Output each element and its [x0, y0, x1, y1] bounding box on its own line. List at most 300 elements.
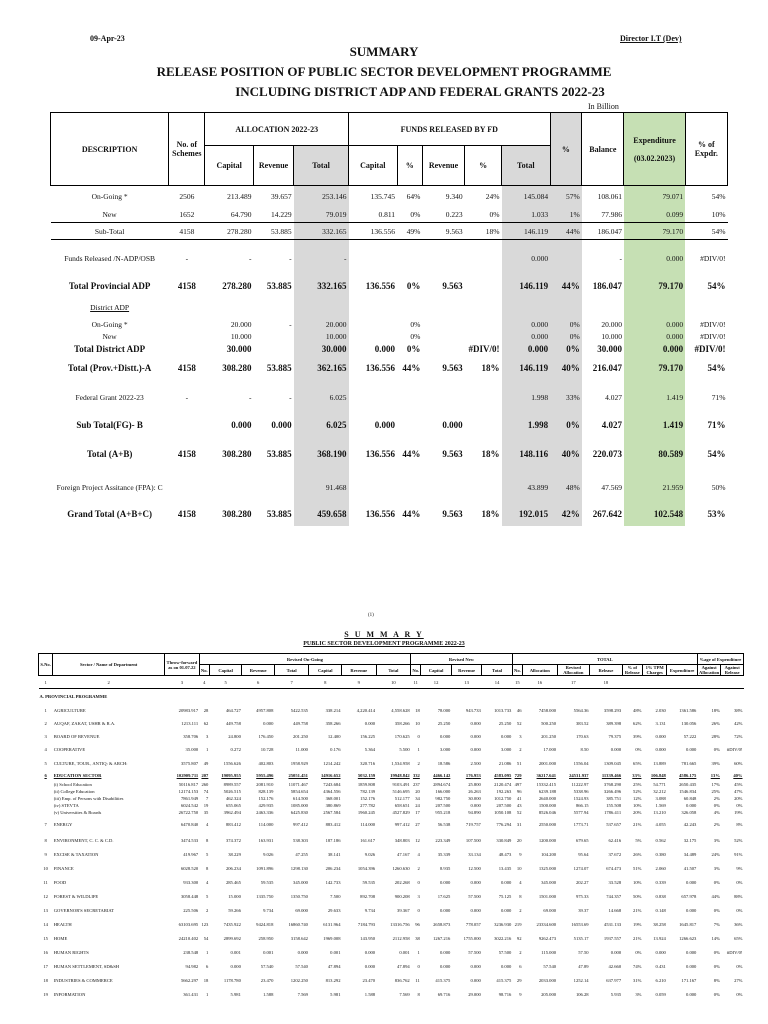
cell-value: 278.280 [205, 223, 254, 240]
cell-value: 9.563 [442, 281, 463, 291]
summary-row [51, 342, 728, 356]
cell-value: 679.65 [575, 837, 589, 843]
cell-value: 674.473 [606, 865, 622, 871]
cell-value: 0% [713, 949, 720, 955]
cell-value: 6 [44, 773, 47, 778]
cell-value [205, 296, 254, 318]
cell-value: 59.535 [260, 879, 274, 885]
cell-value: 0% [397, 206, 422, 223]
cell-value: 0% [465, 206, 502, 223]
cell-value: 828.139 [258, 789, 274, 794]
cell-value: 41.507 [683, 865, 697, 871]
cell-value: 7184.793 [357, 921, 376, 927]
cell-value: 213.489 [227, 191, 252, 201]
cell-value: 60% [734, 760, 743, 766]
cell-value: 3.131 [655, 721, 666, 726]
cell-value: 21% [633, 907, 642, 913]
cell-value: 60.848 [683, 796, 697, 801]
cell-value: #DIV/0! [700, 319, 726, 329]
cell-value: 192.015 [502, 502, 551, 526]
cell-value: 207.500 [496, 803, 512, 808]
cell-value: 17% [711, 782, 720, 787]
cell-value: 1085.000 [290, 803, 308, 808]
cell-value: 201.250 [293, 734, 308, 739]
cell-value [205, 472, 254, 502]
cell-value: 79.019 [294, 206, 349, 223]
cell-value: 8 [206, 865, 209, 871]
cell-value: 77.986 [582, 206, 624, 223]
cell-value: 171.167 [681, 977, 697, 983]
cell-value: 30.000 [226, 344, 252, 354]
summary-body [51, 186, 728, 527]
summary-row [51, 276, 728, 296]
cell-value: 225.506 [183, 907, 199, 913]
cell-value [349, 296, 398, 318]
cell-value: 2 [519, 907, 522, 913]
cell-value: 892.708 [360, 893, 376, 899]
cell-value [465, 472, 502, 502]
cell-value: 278.280 [222, 281, 252, 291]
cell-value: 54% [707, 449, 726, 459]
cell-value: 16 [43, 949, 48, 955]
cell-value: 69.000 [543, 907, 557, 913]
column-number-pad [622, 676, 642, 689]
cell-value: 4527.829 [392, 810, 410, 815]
cell-value: 0.000 [610, 747, 622, 752]
row-label: Federal Grant 2022-23 [75, 392, 144, 402]
cell-value: #DIV/0! [726, 949, 743, 955]
cell-value: 26.263 [468, 789, 481, 794]
cell-value: 29 [516, 977, 522, 983]
cell-value: 38.258 [653, 921, 666, 927]
cell-value: 3768.290 [603, 782, 622, 787]
cell-value: 0.000 [500, 963, 512, 969]
cell-value: 0 [417, 734, 420, 739]
cell-value: 79.170 [624, 356, 685, 380]
cell-value: 96 [415, 921, 420, 927]
cell-value: 5032.159 [357, 773, 376, 778]
detail-row [39, 889, 744, 903]
cell-value: 5.500 [399, 747, 410, 752]
cell-value: 11 [43, 879, 48, 885]
row-label: Funds Released /N-ADP/OSB [64, 253, 156, 263]
cell-value: 0.001 [263, 949, 274, 955]
cell-value: 54% [707, 281, 726, 291]
cell-value: 41 [516, 796, 522, 801]
cell-value: 1.588 [263, 991, 274, 997]
cell-value: 24531.937 [569, 773, 589, 778]
cell-value: 0% [550, 414, 582, 436]
cell-value: 8989.557 [223, 782, 241, 787]
cell-value: 37.672 [608, 851, 622, 857]
cell-value: 19 [43, 991, 48, 997]
sector-name: HEALTH [53, 921, 72, 927]
cell-value: 28% [711, 734, 720, 739]
h-sector: Sector / Name of Department [53, 654, 165, 676]
cell-value [169, 330, 205, 342]
cell-value: 2463.336 [256, 810, 274, 815]
column-numbers-row [39, 676, 744, 689]
cell-value: 148.116 [502, 436, 551, 472]
cell-value: 4 [206, 879, 209, 885]
column-number: 12 [421, 676, 452, 689]
summary-row [51, 414, 728, 436]
cell-value: 54 [203, 935, 209, 941]
cell-value: 8 [44, 837, 47, 843]
cell-value: 17 [415, 810, 420, 815]
cell-value: 48% [633, 707, 642, 713]
cell-value: 44% [711, 893, 720, 899]
cell-value: 657.978 [681, 893, 697, 899]
cell-value: 59.535 [362, 879, 376, 885]
detail-row [39, 788, 744, 795]
cell-value: 74 [203, 789, 209, 794]
cell-value: 54% [685, 223, 727, 240]
cell-value: 982.750 [435, 796, 451, 801]
h-expfrac: %age of Expenditure [697, 654, 743, 665]
cell-value: 176.450 [258, 734, 274, 739]
cell-value: 9424.818 [256, 921, 274, 927]
cell-value: 0% [635, 747, 642, 752]
column-number: 6 [242, 676, 275, 689]
cell-value: 449.758 [225, 721, 241, 726]
cell-value: 2650.435 [679, 782, 697, 787]
cell-value: 1859.808 [357, 782, 376, 787]
h-revenue: Revenue [242, 665, 275, 676]
cell-value [39, 809, 53, 816]
cell-value: 1960.245 [357, 810, 376, 815]
cell-value: 17.000 [543, 747, 557, 752]
cell-value: 7.569 [399, 991, 410, 997]
cell-value: 0.000 [624, 240, 685, 277]
cell-value: 0.431 [655, 963, 666, 969]
cell-value: 0.000 [686, 907, 697, 913]
cell-value: 0.148 [655, 907, 666, 913]
cell-value: 33% [632, 773, 642, 778]
detail-row [39, 809, 744, 816]
cell-value: 0.000 [624, 318, 685, 330]
cell-value: 2658.873 [433, 921, 451, 927]
cell-value: 142.733 [325, 879, 341, 885]
column-number: 8 [309, 676, 342, 689]
cell-value: 943.733 [465, 707, 481, 713]
cell-value: 35 [203, 810, 209, 815]
cell-value: 2% [713, 822, 720, 827]
cell-value: 102909.711 [176, 773, 199, 778]
cell-value: 51 [516, 760, 522, 766]
cell-value: 10 [415, 721, 420, 726]
cell-value: - [185, 253, 189, 263]
cell-value: 152.176 [258, 796, 274, 801]
cell-value: 933.300 [183, 879, 199, 885]
cell-value: 0.000 [470, 907, 481, 913]
row-label: Total Provincial ADP [68, 281, 151, 291]
cell-value: 24210.402 [178, 935, 199, 941]
cell-value: 187.186 [325, 837, 341, 843]
cell-value: 20.000 [601, 319, 622, 329]
cell-value: 18 [203, 977, 209, 983]
page-subtitle-2: INCLUDING DISTRICT ADP AND FEDERAL GRANTS 2022-23 [235, 84, 605, 99]
detail-row [39, 717, 744, 730]
cell-value: 385.751 [606, 796, 622, 801]
cell-value: 45% [734, 782, 743, 787]
cell-value: 419.967 [183, 851, 199, 857]
cell-value: 0.000 [610, 949, 622, 955]
cell-value: 1.033 [502, 206, 551, 223]
cell-value: 44% [402, 363, 421, 373]
cell-value: 44% [402, 449, 421, 459]
cell-value: 0.811 [349, 206, 398, 223]
cell-value [422, 472, 464, 502]
section-a-heading: A. PROVINCIAL PROGRAMME [39, 693, 108, 699]
cell-value: 170.625 [394, 734, 410, 739]
cell-value: - [289, 319, 292, 329]
unit-label: In Billion [588, 102, 619, 111]
cell-value: 52% [734, 837, 743, 843]
cell-value: 0.000 [655, 747, 666, 752]
detail-row [39, 730, 744, 743]
exp-date: (03.02.2023) [633, 153, 676, 163]
cell-value: 2.060 [655, 865, 666, 871]
cell-value: 1260.630 [392, 865, 410, 871]
cell-value: 2.030 [655, 707, 666, 713]
cell-value: 10.728 [260, 747, 274, 752]
cell-value: 277.782 [360, 803, 376, 808]
cell-value: 5% [635, 837, 642, 843]
cell-value: 14.668 [608, 907, 622, 913]
sector-name: ENERGY [53, 822, 73, 827]
sector-name: AUQAF, ZAKAT, USHR & R.A. [53, 721, 116, 726]
cell-value: 219 [514, 921, 522, 927]
cell-value: 25051.451 [288, 773, 308, 778]
cell-value: 186.047 [582, 223, 624, 240]
h-ongoing: Revised On-Going [199, 654, 410, 665]
cell-value: 5338.96 [573, 789, 589, 794]
cell-value: 79.375 [608, 734, 622, 739]
cell-value: 4,220.414 [356, 707, 376, 713]
cell-value: 2 [44, 721, 47, 726]
h-revenue-new: Revenue [451, 665, 482, 676]
cell-value: 320.716 [360, 760, 376, 766]
cell-value: 449.758 [293, 721, 308, 726]
cell-value: 5577.94 [573, 810, 589, 815]
cell-value: 0.000 [470, 747, 481, 752]
cell-value: 345.000 [541, 879, 557, 885]
cell-value: 21% [633, 822, 642, 827]
cell-value: 33% [550, 380, 582, 414]
cell-value: 31 [516, 822, 522, 827]
cell-value: 0.000 [470, 721, 481, 726]
cell-value: 8.50 [580, 747, 589, 752]
cell-value: 20% [734, 796, 743, 801]
cell-value: 146.119 [502, 356, 551, 380]
h-agr: Against Release [721, 665, 744, 676]
cell-value [502, 296, 551, 318]
cell-value: 12174.153 [178, 789, 199, 794]
cell-value: 40% [733, 773, 743, 778]
cell-value: 38.141 [327, 851, 341, 857]
cell-value [169, 414, 205, 436]
col-pct-exp: % of Expdr. [685, 113, 727, 186]
col-f-pct2: % [465, 146, 502, 186]
cell-value: 1 [44, 707, 47, 713]
cell-value: 13316.756 [390, 921, 410, 927]
cell-value: 65% [734, 935, 743, 941]
column-number: 13 [451, 676, 482, 689]
cell-value: 332.165 [294, 223, 349, 240]
cell-value: 33.528 [608, 879, 622, 885]
cell-value: 145.084 [502, 186, 551, 207]
cell-value: 4,558.628 [391, 707, 410, 713]
cell-value: 3.000 [500, 747, 512, 752]
sector-name: FOOD [53, 879, 67, 885]
cell-value: 15 [43, 935, 48, 941]
cell-value: 11339.466 [601, 773, 622, 778]
sector-name: EDUCATION SECTOR [53, 773, 102, 778]
cell-value: 0% [736, 879, 743, 885]
cell-value: 186.047 [592, 281, 622, 291]
cell-value: 4158 [177, 281, 196, 291]
cell-value: 48.473 [498, 851, 512, 857]
cell-value: 1200.000 [538, 837, 557, 843]
cell-value: 0% [713, 879, 720, 885]
cell-value: 43.899 [502, 472, 551, 502]
cell-value: 13% [710, 773, 720, 778]
cell-value: 1.588 [364, 991, 376, 997]
cell-value: 52 [516, 810, 522, 815]
cell-value: 19% [734, 810, 743, 815]
cell-value [169, 472, 205, 502]
cell-value: 26722.750 [178, 810, 199, 815]
cell-value: 223.349 [435, 837, 451, 843]
col-funds: FUNDS RELEASED BY FD [349, 113, 551, 146]
cell-value: 836.762 [394, 977, 410, 983]
cell-value: 5955.496 [256, 773, 274, 778]
cell-value: 57.500 [468, 949, 481, 955]
h-new: Revised New [411, 654, 513, 665]
cell-value: 12.500 [468, 865, 481, 871]
cell-value: 18% [481, 509, 500, 519]
cell-value: 4 [417, 851, 420, 857]
cell-value: 0.000 [502, 240, 551, 277]
cell-value: 96 [516, 789, 522, 794]
cell-value: 13 [43, 907, 48, 913]
cell-value: 358.266 [325, 721, 341, 726]
cell-value: 1325.000 [538, 865, 557, 871]
cell-value: 1652 [169, 206, 205, 223]
col-schemes: No. of Schemes [169, 113, 205, 186]
cell-value: 0.000 [364, 721, 376, 726]
cell-value: 136.556 [365, 281, 396, 291]
cell-value: 5564.36 [573, 707, 589, 713]
cell-value: 202.27 [575, 879, 589, 885]
cell-value: 18% [481, 363, 500, 373]
detail-row [39, 861, 744, 875]
cell-value: 16553.69 [571, 921, 589, 927]
sector-name: CULTURE, TOUR., ANTIQ: & ARCH: [53, 760, 128, 766]
cell-value: 2567.584 [323, 810, 341, 815]
cell-value: 0 [417, 879, 420, 885]
cell-value: 883.412 [325, 822, 341, 827]
cell-value: 361.431 [183, 991, 199, 997]
cell-value: 135.745 [370, 191, 396, 201]
cell-value: 2550.000 [538, 822, 557, 827]
cell-value [465, 330, 502, 342]
detail-row [39, 816, 744, 833]
row-label: New [102, 331, 117, 341]
cell-value: #DIV/0! [700, 253, 726, 263]
column-number: 18 [590, 676, 623, 689]
cell-value: 202.268 [394, 879, 410, 885]
h-no-tot: No. [512, 665, 522, 676]
cell-value: #DIV/0! [700, 331, 726, 341]
cell-value: 719.757 [465, 822, 481, 827]
row-label: Total (Prov.+Distt.)-A [67, 363, 152, 373]
cell-value: 0.000 [442, 420, 463, 430]
cell-value: 64% [406, 191, 421, 201]
cell-value: 537.657 [606, 822, 622, 827]
cell-value: 3474.533 [180, 837, 199, 843]
cell-value: 25.800 [468, 782, 481, 787]
row-label: On-Going * [91, 319, 128, 329]
cell-value: 0% [736, 803, 743, 808]
cell-value: 0.000 [271, 420, 292, 430]
cell-value: 389.398 [606, 721, 622, 726]
cell-value: 62% [633, 721, 642, 726]
cell-value: 1050.108 [494, 810, 512, 815]
cell-value: 1298.130 [290, 865, 308, 871]
sector-name: GOVERNOR'S SECRETARIAT [53, 907, 115, 913]
cell-value: 52% [633, 789, 642, 794]
summary-row [51, 186, 728, 207]
column-number: 4 [199, 676, 209, 689]
cell-value: #DIV/0! [694, 344, 726, 354]
cell-value: 4583.095 [494, 773, 512, 778]
cell-value: 34.489 [683, 851, 697, 857]
cell-value: 36% [734, 921, 743, 927]
cell-value: 5026.515 [223, 789, 241, 794]
cell-value: 6239.188 [538, 789, 557, 794]
cell-value: - [249, 253, 252, 263]
cell-value: 0% [713, 803, 720, 808]
column-number: 14 [482, 676, 513, 689]
cell-value: 192.263 [496, 789, 512, 794]
cell-value: 285.465 [225, 879, 241, 885]
cell-value: 0 [417, 963, 420, 969]
cell-value [39, 788, 53, 795]
cell-value: 63103.695 [178, 921, 199, 927]
cell-value: 0.000 [500, 907, 512, 913]
cell-value: 62.416 [608, 837, 622, 843]
cell-value: 0.000 [470, 963, 481, 969]
cell-value: 53.885 [266, 449, 292, 459]
cell-value: 776.294 [496, 822, 512, 827]
cell-value: 0.000 [439, 907, 451, 913]
cell-value [422, 330, 464, 342]
cell-value: 358.706 [183, 734, 199, 739]
cell-value: 0% [550, 330, 582, 342]
summary-row [51, 472, 728, 502]
cell-value: 11 [415, 977, 420, 983]
summary-row [51, 502, 728, 526]
cell-value: 2120.474 [494, 782, 512, 787]
cell-value: 1266.623 [679, 935, 697, 941]
cell-value: 8526.046 [538, 810, 557, 815]
cell-value: 47.167 [397, 851, 410, 857]
cell-value: 88% [734, 893, 743, 899]
cell-value [169, 296, 205, 318]
cell-value: 72% [734, 734, 743, 739]
